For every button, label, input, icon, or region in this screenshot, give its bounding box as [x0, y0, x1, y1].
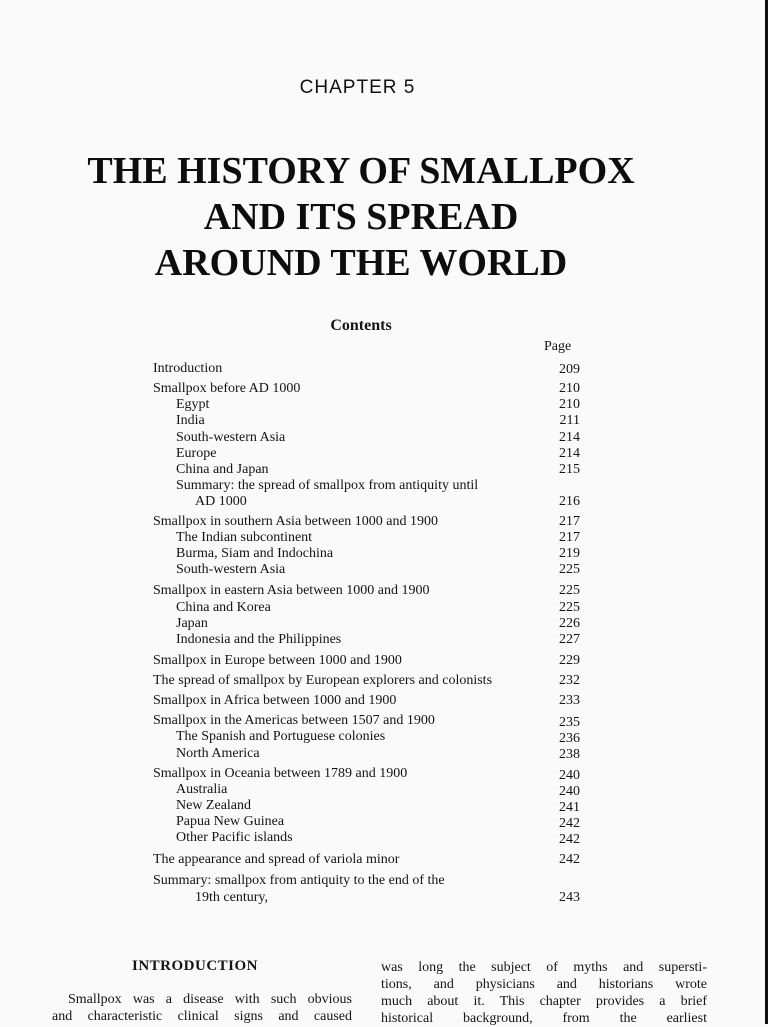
toc-entry: [0, 814, 768, 830]
toc-entry: [0, 713, 768, 729]
toc-entry-title: The spread of smallpox by European explorers and colonists: [153, 673, 493, 688]
toc-entry-title: Smallpox in the Americas between 1507 and 1900: [153, 713, 435, 728]
toc-entry-page: 227: [559, 632, 580, 647]
contents-heading: Contents: [330, 317, 392, 334]
toc-entry-page: 243: [559, 890, 580, 905]
toc-entry: [0, 546, 768, 562]
toc-entry: [0, 446, 768, 462]
toc-entry-title: Other Pacific islands: [176, 830, 293, 845]
toc-entry-title: Burma, Siam and Indochina: [176, 546, 334, 561]
toc-entry: [0, 798, 768, 814]
chapter-title-line: THE HISTORY OF SMALLPOX: [87, 150, 635, 192]
page-column-label: Page: [544, 339, 572, 354]
toc-entry: [0, 430, 768, 446]
toc-entry: [0, 782, 768, 798]
toc-entry: [0, 530, 768, 546]
toc-entry: [0, 462, 768, 478]
toc-entry-title: Indonesia and the Philippines: [176, 632, 342, 647]
toc-entry: [0, 766, 768, 782]
toc-entry: [0, 890, 768, 906]
toc-entry-page: 219: [559, 546, 580, 561]
toc-entry-page: 242: [559, 816, 580, 831]
toc-entry-title: South-western Asia: [176, 562, 286, 577]
toc-entry-title: The Spanish and Portuguese colonies: [176, 729, 386, 744]
body-text-line: historical background, from the earliest: [381, 1011, 707, 1026]
toc-entry: [0, 478, 768, 494]
toc-entry-page: 242: [559, 832, 580, 847]
toc-entry-title: Smallpox in Africa between 1000 and 1900: [153, 693, 397, 708]
toc-entry: [0, 852, 768, 868]
toc-entry-title: China and Japan: [176, 462, 269, 477]
toc-entry-page: 217: [559, 530, 580, 545]
toc-entry-page: 209: [559, 362, 580, 377]
toc-entry: [0, 397, 768, 413]
toc-entry-page: 236: [559, 731, 580, 746]
toc-entry: [0, 693, 768, 709]
chapter-title-line: AROUND THE WORLD: [154, 242, 568, 284]
toc-entry-page: 235: [559, 715, 580, 730]
introduction-heading: INTRODUCTION: [132, 958, 259, 974]
toc-entry-title: Smallpox before AD 1000: [153, 381, 301, 396]
toc-entry-title: Introduction: [153, 361, 223, 376]
toc-entry-title: Summary: the spread of smallpox from antiquity until: [176, 478, 479, 493]
chapter-title-line: AND ITS SPREAD: [203, 196, 519, 238]
body-text-line: tions, and physicians and historians wrote: [381, 977, 707, 992]
body-text-line: was long the subject of myths and supersti-: [381, 960, 707, 975]
toc-entry-page: 225: [559, 600, 580, 615]
toc-entry: [0, 562, 768, 578]
toc-entry-page: 238: [559, 747, 580, 762]
toc-entry-page: 241: [559, 800, 580, 815]
toc-entry-title: North America: [176, 746, 260, 761]
toc-entry-title: India: [176, 413, 205, 428]
toc-entry-title: Summary: smallpox from antiquity to the end of the: [153, 873, 445, 888]
toc-entry: [0, 673, 768, 689]
toc-entry: [0, 583, 768, 599]
toc-entry: [0, 830, 768, 846]
toc-entry: [0, 600, 768, 616]
toc-entry-page: 226: [559, 616, 580, 631]
toc-entry-title: Papua New Guinea: [176, 814, 285, 829]
toc-entry-page: 216: [559, 494, 580, 509]
toc-entry-page: 232: [559, 673, 580, 688]
body-column-right: [381, 959, 707, 1027]
toc-entry-title: South-western Asia: [176, 430, 286, 445]
toc-entry-page: 214: [559, 430, 580, 445]
toc-entry: [0, 746, 768, 762]
toc-entry: [0, 494, 768, 510]
toc-entry-page: 210: [559, 397, 580, 412]
toc-entry-page: 242: [559, 852, 580, 867]
toc-entry-title: Japan: [176, 616, 208, 631]
body-text-line: Smallpox was a disease with such obvious: [68, 992, 352, 1007]
toc-entry-title: New Zealand: [176, 798, 252, 813]
toc-entry-title: Australia: [176, 782, 228, 797]
toc-entry: [0, 413, 768, 429]
toc-entry-title: China and Korea: [176, 600, 271, 615]
toc-entry-page: 233: [559, 693, 580, 708]
toc-entry-page: 215: [559, 462, 580, 477]
toc-entry: [0, 514, 768, 530]
toc-entry-page: 211: [559, 413, 580, 428]
toc-entry-page: 240: [559, 768, 580, 783]
toc-entry-page: 225: [559, 562, 580, 577]
toc-entry-title: Europe: [176, 446, 217, 461]
toc-entry-page: 225: [559, 583, 580, 598]
toc-entry-title: Smallpox in Oceania between 1789 and 1900: [153, 766, 408, 781]
toc-entry-title: Smallpox in eastern Asia between 1000 and 1900: [153, 583, 430, 598]
toc-entry-title: AD 1000: [195, 494, 247, 509]
toc-entry: [0, 729, 768, 745]
body-column-left: [52, 991, 352, 1025]
toc-entry-title: 19th century,: [195, 890, 268, 905]
toc-entry: [0, 381, 768, 397]
toc-entry: [0, 632, 768, 648]
toc-entry: [0, 873, 768, 889]
toc-entry-page: 240: [559, 784, 580, 799]
toc-entry-page: 229: [559, 653, 580, 668]
toc-entry-title: The Indian subcontinent: [176, 530, 313, 545]
toc-entry: [0, 361, 768, 377]
toc-entry: [0, 653, 768, 669]
body-text-line: and characteristic clinical signs and caused: [52, 1009, 352, 1024]
toc-entry-title: Smallpox in Europe between 1000 and 1900: [153, 653, 402, 668]
toc-entry-page: 210: [559, 381, 580, 396]
toc-entry-title: Smallpox in southern Asia between 1000 and 1900: [153, 514, 439, 529]
toc-entry-title: Egypt: [176, 397, 210, 412]
chapter-label: CHAPTER 5: [299, 77, 416, 98]
toc-entry: [0, 616, 768, 632]
toc-entry-page: 214: [559, 446, 580, 461]
toc-entry-title: The appearance and spread of variola minor: [153, 852, 400, 867]
toc-entry-page: 217: [559, 514, 580, 529]
body-text-line: much about it. This chapter provides a brief: [381, 994, 707, 1009]
